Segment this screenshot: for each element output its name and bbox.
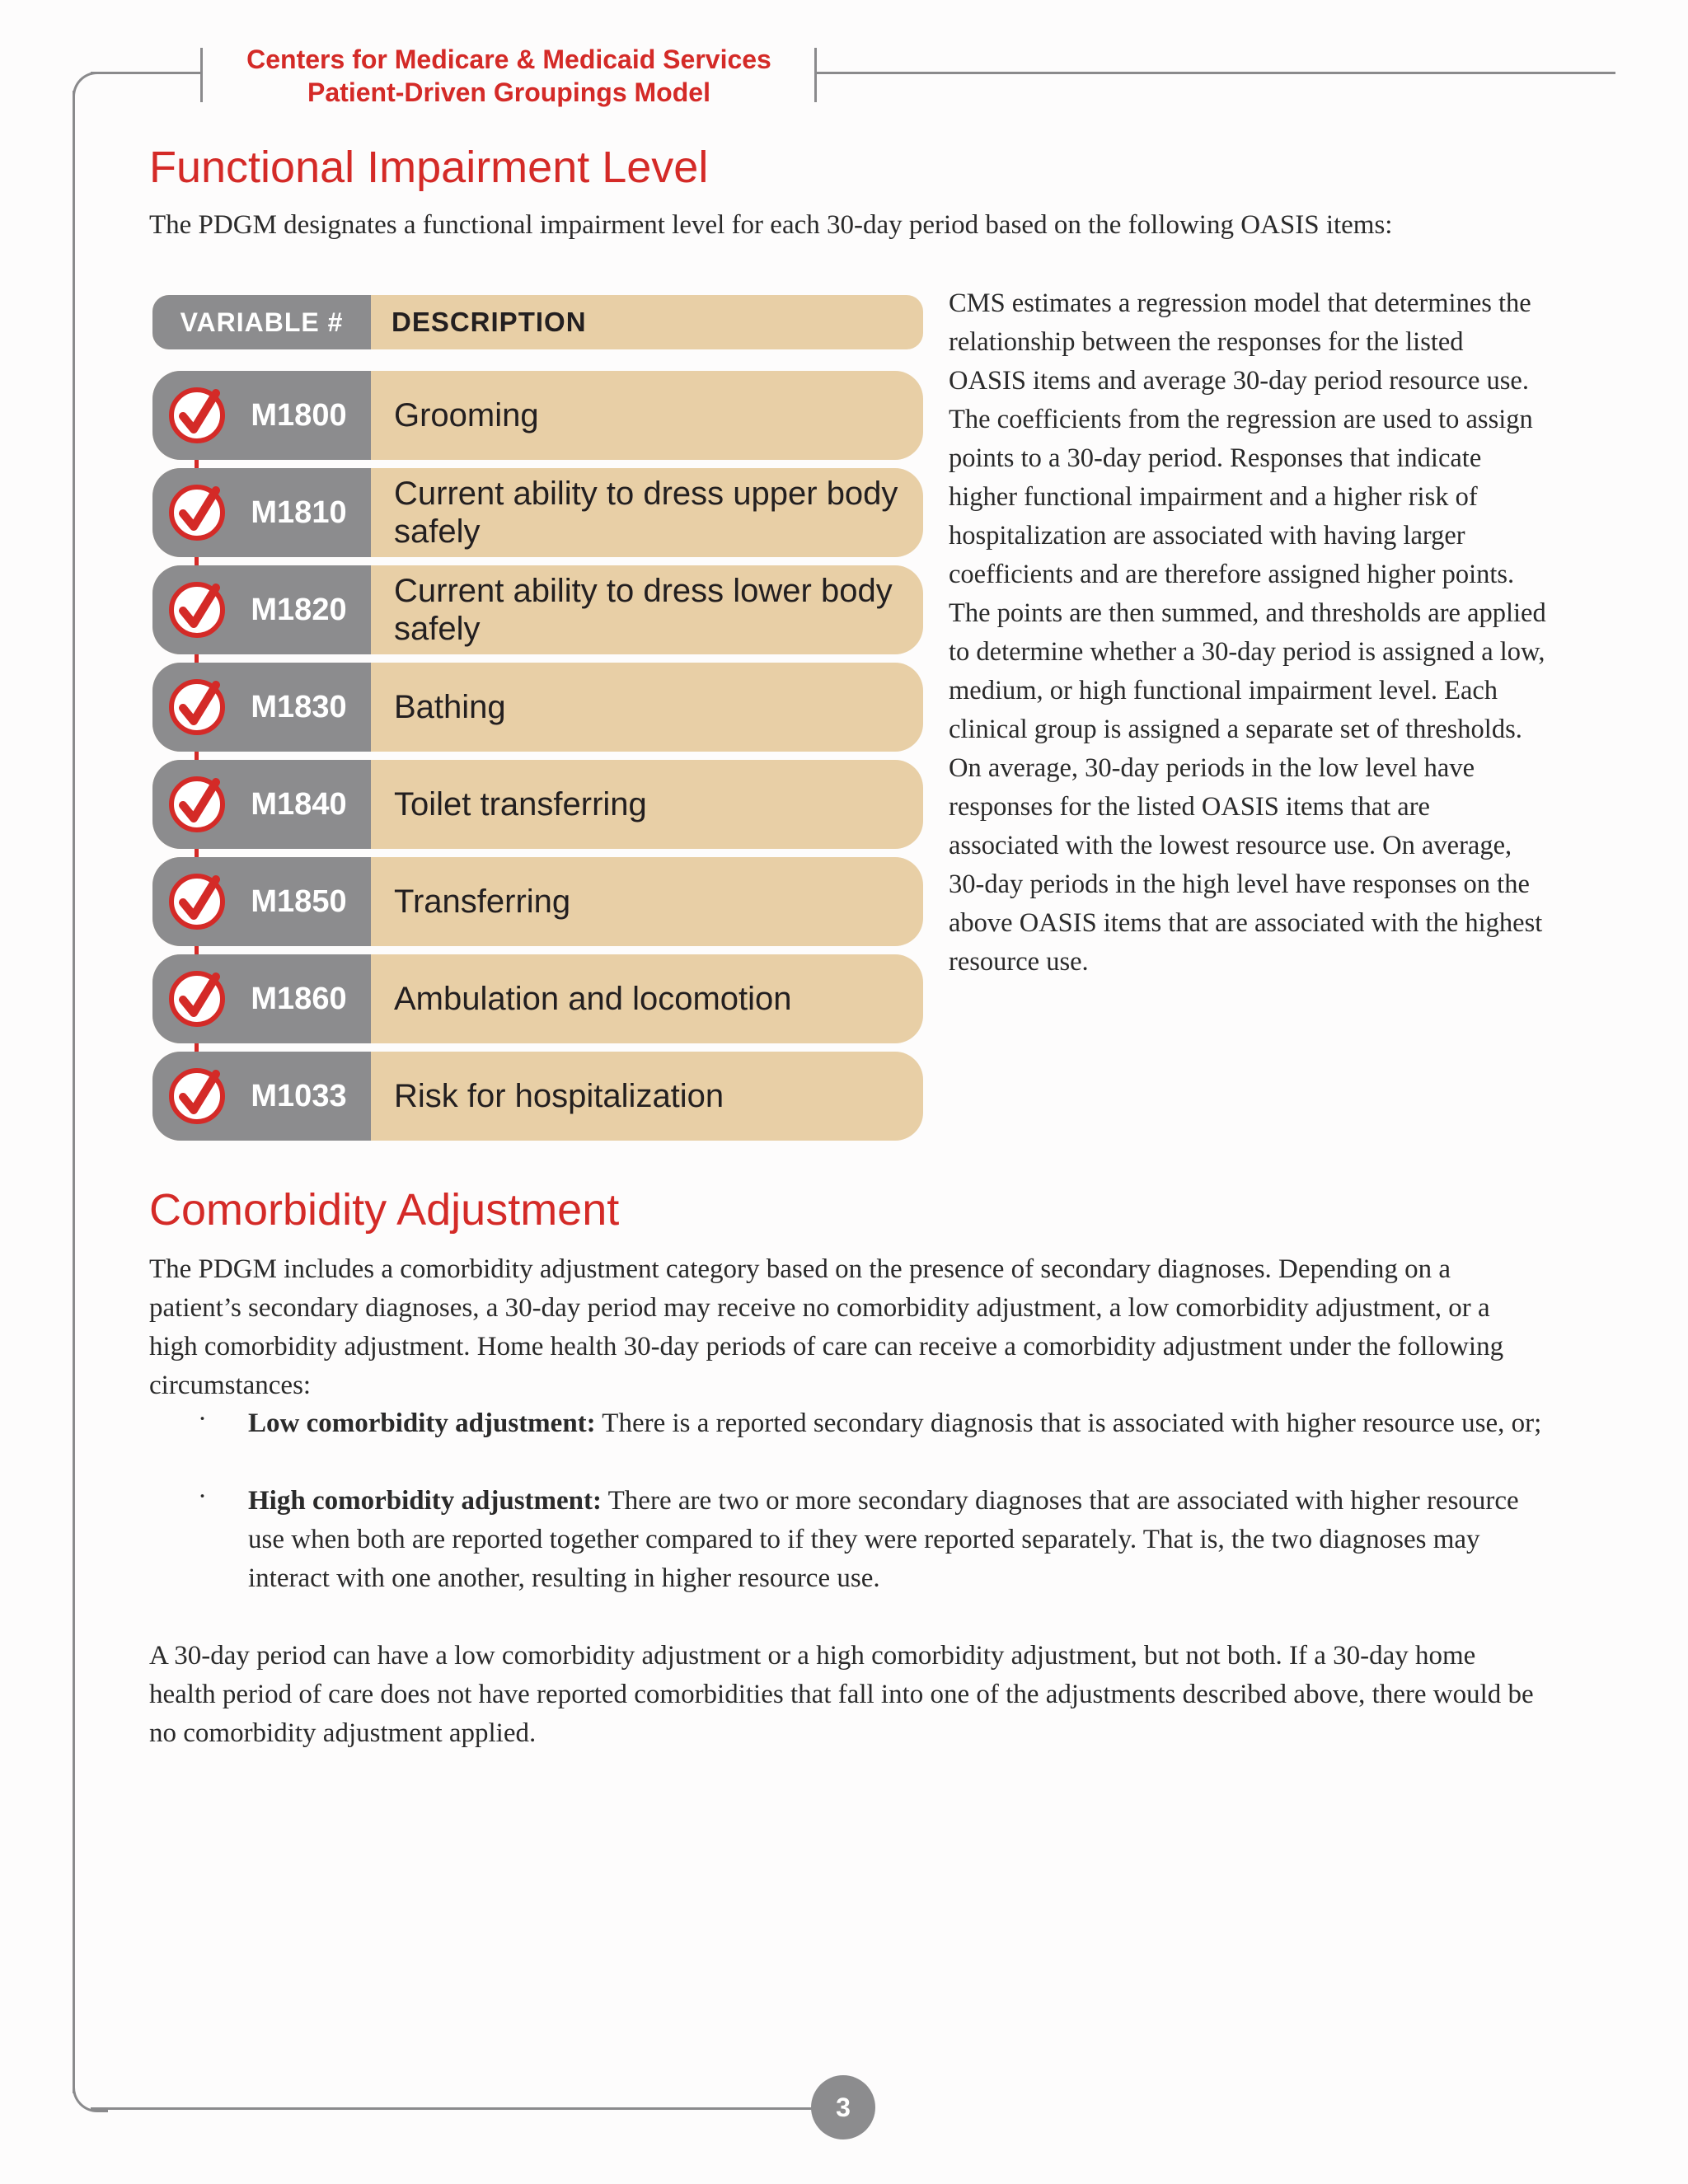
bullet-heading: High comorbidity adjustment: (248, 1486, 602, 1516)
checkmark-icon (168, 1067, 226, 1125)
description-cell: Toilet transferring (394, 786, 647, 823)
variable-code: M1810 (251, 495, 347, 530)
bullet-marker: · (198, 1482, 207, 1511)
variable-code: M1830 (251, 690, 347, 724)
bullet-marker: · (198, 1404, 207, 1434)
table-row (152, 760, 923, 849)
bullet-text: There is a reported secondary diagnosis that is associated with higher resource use, or; (595, 1408, 1542, 1438)
comorbidity-closing: A 30-day period can have a low comorbidity adjustment or a high comorbidity adjustment, but not both. If a 30-day home health period of care does not have reported comorbidities that fall into one of the adjustments described above, there would be no comorbidity adjustment applied. (149, 1641, 1534, 1748)
section-title-functional: Functional Impairment Level (149, 143, 709, 192)
list-item-high-comorbidity (248, 1482, 1546, 1598)
header-divider-right (814, 48, 817, 102)
table-row (152, 663, 923, 752)
frame-line-top-right (816, 72, 1615, 74)
table-row (152, 857, 923, 946)
checkmark-icon (168, 678, 226, 736)
column-header-variable: VARIABLE # (152, 295, 371, 349)
header-model: Patient-Driven Groupings Model (307, 77, 710, 107)
variable-code: M1850 (251, 884, 347, 919)
description-cell: Ambulation and locomotion (394, 981, 792, 1017)
checkmark-icon (168, 484, 226, 541)
frame-line-bottom (91, 2107, 816, 2110)
checkmark-icon (168, 387, 226, 444)
comorbidity-intro: The PDGM includes a comorbidity adjustment category based on the presence of secondary diagnoses. Depending on a patient’s secondary diagnoses, a 30-day period may receive no comorbidity adjustment, a low comorbidity adjustment, or a high comorbidity adjustment. Home health 30-day periods of care can receive a comorbidity adjustment under the following circumstances: (149, 1254, 1504, 1400)
list-item-low-comorbidity (248, 1404, 1546, 1443)
checkmark-icon (168, 873, 226, 930)
description-cell: Current ability to dress lower body safely (394, 573, 893, 647)
page-header (206, 43, 812, 109)
table-row (152, 954, 923, 1043)
frame-line-left (73, 91, 75, 2093)
column-header-description: DESCRIPTION (392, 307, 587, 337)
checkmark-icon (168, 970, 226, 1028)
checkmark-icon (168, 581, 226, 639)
page-number: 3 (811, 2075, 875, 2139)
variable-code: M1800 (251, 398, 347, 433)
description-cell: Risk for hospitalization (394, 1078, 724, 1114)
description-cell: Transferring (394, 883, 571, 920)
section-title-comorbidity: Comorbidity Adjustment (149, 1185, 620, 1235)
oasis-table-header (152, 295, 923, 349)
frame-corner-top (73, 72, 108, 107)
table-row (152, 1052, 923, 1141)
frame-line-top-left (91, 72, 202, 74)
functional-intro: The PDGM designates a functional impairment level for each 30-day period based on the following OASIS items: (149, 210, 1393, 240)
description-cell: Current ability to dress upper body safely (394, 476, 898, 550)
variable-code: M1840 (251, 787, 347, 822)
bullet-text: There are two or more secondary diagnoses that are associated with higher resource use when both are reported together compared to if they were reported separately. That is, the two diagnoses may interact with one another, resulting in higher resource use. (248, 1486, 1519, 1593)
variable-code: M1033 (251, 1079, 347, 1113)
bullet-heading: Low comorbidity adjustment: (248, 1408, 596, 1438)
table-row (152, 468, 923, 557)
description-cell: Grooming (394, 397, 539, 434)
table-row (152, 565, 923, 654)
variable-code: M1860 (251, 982, 347, 1016)
description-cell: Bathing (394, 689, 506, 725)
header-org: Centers for Medicare & Medicaid Services (246, 45, 771, 74)
regression-explanation: CMS estimates a regression model that determines the relationship between the responses for the listed OASIS items and average 30-day period resource use. The coefficients from the regression are used to assign points to a 30-day period. Responses that indicate higher functional impairment and a higher risk of hospitalization are associated with having larger coefficients and are therefore assigned higher points. The points are then summed, and thresholds are applied to determine whether a 30-day period is assigned a low, medium, or high functional impairment level. Each clinical group is assigned a separate set of thresholds. On average, 30-day periods in the low level have responses for the listed OASIS items that are associated with the lowest resource use. On average, 30-day periods in the high level have responses on the above OASIS items that are associated with the highest resource use. (949, 288, 1546, 977)
variable-code: M1820 (251, 593, 347, 627)
table-row (152, 371, 923, 460)
header-divider-left (200, 48, 203, 102)
checkmark-icon (168, 776, 226, 833)
